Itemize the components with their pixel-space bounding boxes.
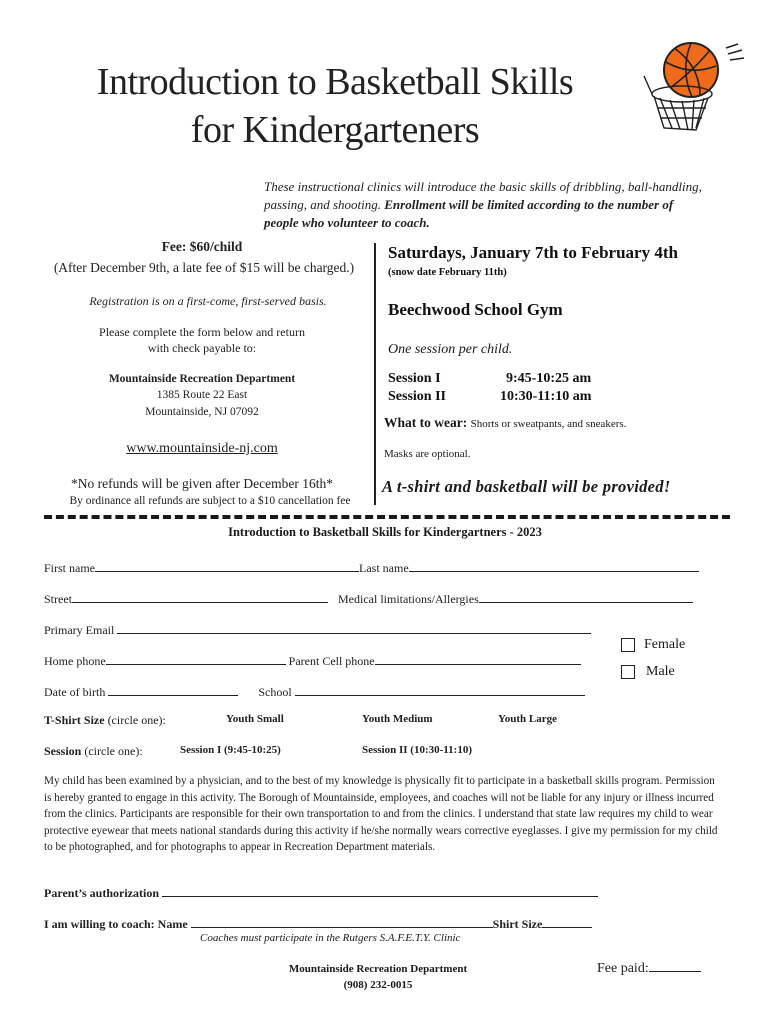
page-title-line2: for Kindergarteners <box>190 109 480 151</box>
school-label: School <box>258 685 292 699</box>
snow-date: (snow date February 11th) <box>388 267 507 278</box>
consent-paragraph: My child has been examined by a physician, and to the best of my knowledge is physically fit to participate in a basketball skills program. Permission is hereby granted to engage in this activity. The Borough of Mountainside, employees, and coaches will not be liable for any injury or illness incurred from the clinics. Participants are responsible for their own transportation to and from the clinics. I understand that state law requires my child to wear protective eyewear that meets national standards during this activity if he/she normally wears corrective eyeglasses. I give my permission for my child to be photographed, and for photographs to appear in Recreation Department materials. <box>44 775 718 853</box>
coach-shirt-size-label: Shirt Size <box>492 917 543 931</box>
school-line[interactable] <box>295 683 585 696</box>
fee-paid-line[interactable] <box>649 959 701 972</box>
coach-name-line[interactable] <box>191 915 493 928</box>
what-to-wear <box>384 415 626 431</box>
first-name-line[interactable] <box>95 559 359 572</box>
address-line1: 1385 Route 22 East <box>156 389 248 401</box>
form-title: Introduction to Basketball Skills for Kindergartners - 2023 <box>228 525 542 539</box>
email-field[interactable] <box>44 621 591 638</box>
parent-cell-line[interactable] <box>375 652 581 665</box>
last-name-line[interactable] <box>409 559 699 572</box>
masks-note: Masks are optional. <box>384 448 471 460</box>
coaches-note: Coaches must participate in the Rutgers S.A.F.E.T.Y. Clinic <box>200 932 461 944</box>
last-name-label: Last name <box>359 561 409 575</box>
provided-note: A t-shirt and basketball will be provided! <box>382 477 671 496</box>
column-divider <box>374 243 376 505</box>
session-option-1[interactable]: Session I (9:45-10:25) <box>180 744 281 756</box>
fee-label: Fee: $60/child <box>161 239 243 254</box>
session2-time: 10:30-11:10 am <box>500 389 592 404</box>
email-line[interactable] <box>117 621 591 634</box>
home-phone-label: Home phone <box>44 654 106 668</box>
basketball-hoop-icon <box>630 36 750 142</box>
parent-auth-field[interactable] <box>44 884 598 901</box>
parent-auth-line[interactable] <box>162 884 598 897</box>
parent-auth-label: Parent’s authorization <box>44 886 159 900</box>
street-line[interactable] <box>72 590 328 603</box>
complete-form-line1: Please complete the form below and return <box>99 325 305 339</box>
session1-time: 9:45-10:25 am <box>506 371 592 386</box>
street-field[interactable] <box>44 590 693 607</box>
first-name-field[interactable] <box>44 559 699 576</box>
one-session-note: One session per child. <box>388 342 513 357</box>
coach-name-label: Name <box>157 917 188 931</box>
ordinance-note: By ordinance all refunds are subject to a $10 cancellation fee <box>69 495 351 507</box>
page-title-line1: Introduction to Basketball Skills <box>96 61 574 103</box>
intro-paragraph <box>264 178 704 232</box>
complete-form-line2: with check payable to: <box>147 341 257 355</box>
session-select-label <box>44 744 143 759</box>
session-option-2[interactable]: Session II (10:30-11:10) <box>362 744 473 756</box>
refund-notice: *No refunds will be given after December 16th* <box>70 476 334 491</box>
clinic-dates: Saturdays, January 7th to February 4th <box>388 243 678 262</box>
fee-paid-field[interactable] <box>597 959 701 977</box>
dob-line[interactable] <box>108 683 238 696</box>
male-checkbox[interactable] <box>621 665 635 679</box>
cut-line <box>44 515 730 519</box>
tshirt-option-medium[interactable]: Youth Medium <box>362 713 433 725</box>
street-label: Street <box>44 592 72 606</box>
late-fee-note: (After December 9th, a late fee of $15 will be charged.) <box>53 260 355 275</box>
fee-paid-label: Fee paid: <box>597 961 649 976</box>
footer-dept: Mountainside Recreation Department <box>288 963 468 975</box>
tshirt-label-bold: T-Shirt Size <box>44 713 105 727</box>
tshirt-circle-text: (circle one): <box>107 713 166 727</box>
wear-text: Shorts or sweatpants, and sneakers. <box>470 418 627 430</box>
session2-label: Session II <box>388 389 446 404</box>
coach-label: I am willing to coach: <box>44 917 155 931</box>
home-phone-line[interactable] <box>106 652 286 665</box>
tshirt-size-label <box>44 713 166 728</box>
email-label: Primary Email <box>44 623 115 637</box>
footer-phone: (908) 232-0015 <box>343 979 413 991</box>
address-line2: Mountainside, NJ 07092 <box>145 406 259 418</box>
parent-cell-label: Parent Cell phone <box>288 654 375 668</box>
tshirt-option-small[interactable]: Youth Small <box>226 713 284 725</box>
dob-field[interactable] <box>44 683 585 700</box>
wear-label: What to wear: <box>384 415 468 430</box>
tshirt-option-large[interactable]: Youth Large <box>498 713 557 725</box>
session1-label: Session I <box>388 371 441 386</box>
medical-line[interactable] <box>479 590 693 603</box>
session-circle-text: (circle one): <box>84 744 143 758</box>
location: Beechwood School Gym <box>388 300 563 319</box>
first-name-label: First name <box>44 561 95 575</box>
coach-shirt-size-line[interactable] <box>542 915 592 928</box>
intro-bold-text: Enrollment will be limited according to the number of people who volunteer to coach. <box>264 197 674 230</box>
intro-text: These instructional clinics will introduce the basic skills of dribbling, ball-handling, passing, and shooting. <box>264 179 702 212</box>
female-label: Female <box>644 637 686 652</box>
male-label: Male <box>646 664 675 679</box>
session-label-bold: Session <box>44 744 82 758</box>
medical-label: Medical limitations/Allergies <box>338 592 479 606</box>
registration-note: Registration is on a first-come, first-served basis. <box>89 294 327 308</box>
female-checkbox[interactable] <box>621 638 635 652</box>
dept-name: Mountainside Recreation Department <box>108 373 296 385</box>
dob-label: Date of birth <box>44 685 106 699</box>
coach-field[interactable] <box>44 915 592 932</box>
website-link[interactable]: www.mountainside-nj.com <box>126 441 278 456</box>
phone-field[interactable] <box>44 652 581 669</box>
